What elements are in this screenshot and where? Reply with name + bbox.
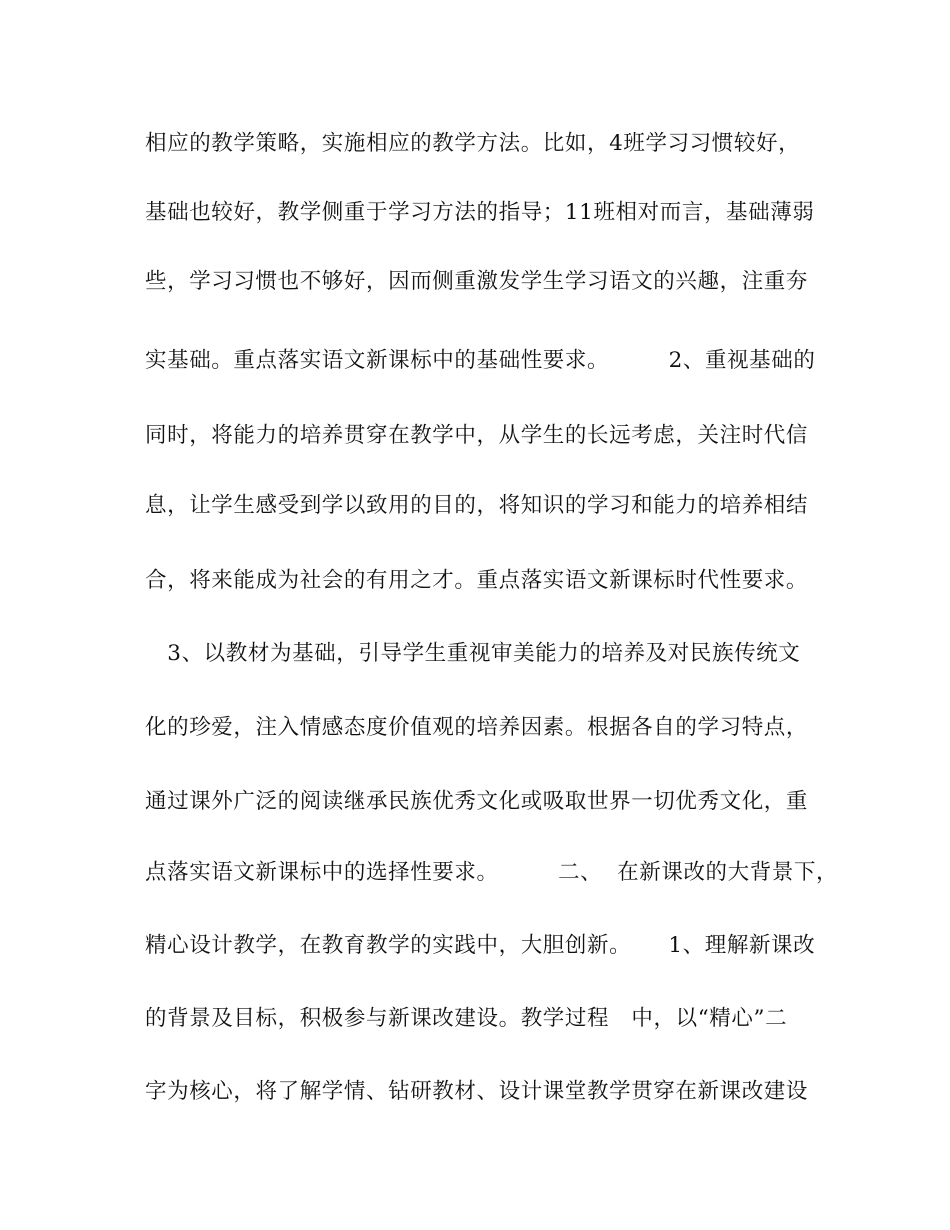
text-line-6: 息，让学生感受到学以致用的目的，将知识的学习和能力的培养相结 (145, 493, 809, 518)
text-line-14: 字为核心，将了解学情、钻研教材、设计课堂教学贯穿在新课改建设 (145, 1079, 809, 1104)
text-line-5: 同时，将能力的培养贯穿在教学中，从学生的长远考虑，关注时代信 (145, 423, 809, 448)
text-line-9: 化的珍爱，注入情感态度价值观的培养因素。根据各自的学习特点， (145, 715, 809, 740)
text-line-2: 基础也较好，教学侧重于学习方法的指导；11班相对而言，基础薄弱 (145, 200, 815, 225)
text-line-11: 点落实语文新课标中的选择性要求。 二、 在新课改的大背景下， (145, 860, 839, 885)
text-line-3: 些，学习习惯也不够好，因而侧重激发学生学习语文的兴趣，注重夯 (145, 269, 809, 294)
text-line-4: 实基础。重点落实语文新课标中的基础性要求。 2、重视基础的 (145, 348, 816, 373)
text-line-10: 通过课外广泛的阅读继承民族优秀文化或吸取世界一切优秀文化，重 (145, 789, 809, 814)
text-line-7: 合，将来能成为社会的有用之才。重点落实语文新课标时代性要求。 (145, 568, 809, 593)
text-line-12: 精心设计教学，在教育教学的实践中，大胆创新。 1、理解新课改 (145, 933, 816, 958)
text-line-13: 的背景及目标，积极参与新课改建设。教学过程 中，以“精心”二 (145, 1006, 788, 1031)
text-line-1: 相应的教学策略，实施相应的教学方法。比如，4班学习习惯较好， (145, 131, 801, 156)
text-line-8: 3、以教材为基础，引导学生重视审美能力的培养及对民族传统文 (145, 641, 801, 666)
